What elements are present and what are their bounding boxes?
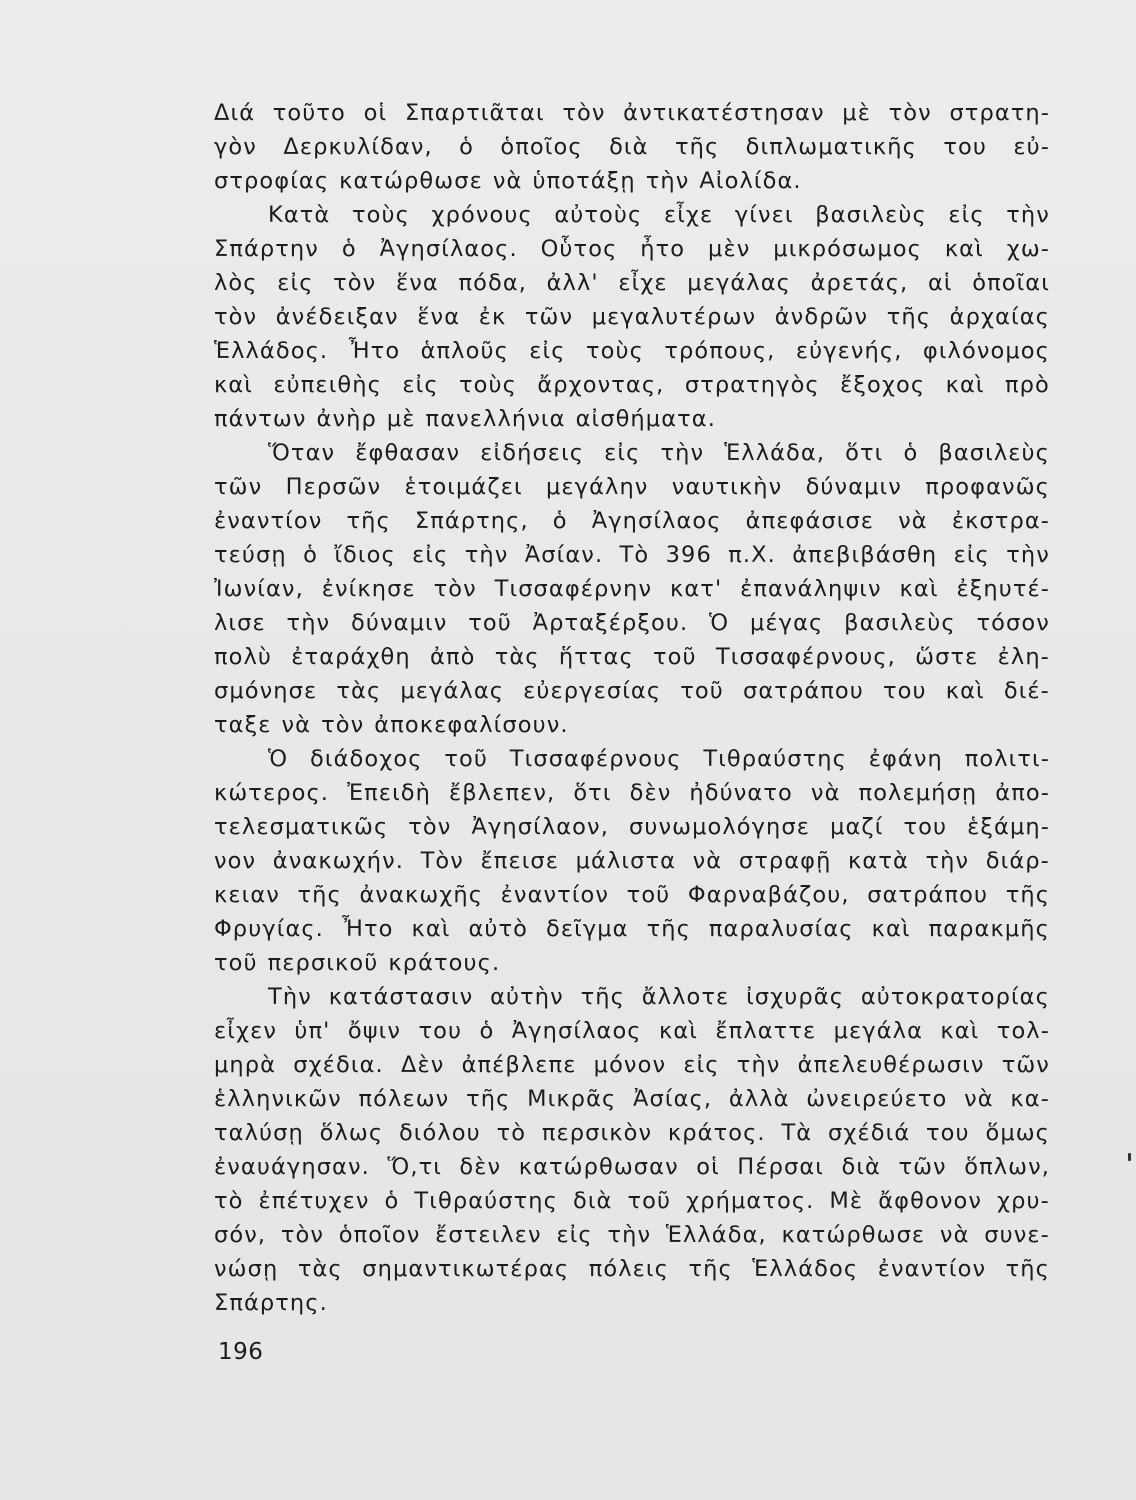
text-line: τὸ ἐπέτυχεν ὁ Τιθραύστης διὰ τοῦ χρήματος. Μὲ ἄφθονον χρυ- (214, 1188, 1050, 1214)
text-line: τεύσῃ ὁ ἴδιος εἰς τὴν Ἀσίαν. Τὸ 396 π.Χ. ἀπεβιβάσθη εἰς τὴν (214, 542, 1050, 568)
text-line: λὸς εἰς τὸν ἕνα πόδα, ἀλλ' εἶχε μεγάλας ἀρετάς, αἱ ὁποῖαι (214, 270, 1050, 296)
text-line: τελεσματικῶς τὸν Ἀγησίλαον, συνωμολόγησε μαζί του ἑξάμη- (214, 814, 1050, 840)
text-line: τῶν Περσῶν ἑτοιμάζει μεγάλην ναυτικὴν δύναμιν προφανῶς (214, 474, 1050, 500)
text-line: ἑλληνικῶν πόλεων τῆς Μικρᾶς Ἀσίας, ἀλλὰ ὠνειρεύετο νὰ κα- (214, 1086, 1050, 1112)
text-line: κώτερος. Ἐπειδὴ ἔβλεπεν, ὅτι δὲν ἠδύνατο νὰ πολεμήσῃ ἀπο- (214, 780, 1050, 806)
page-number: 196 (218, 1339, 264, 1365)
text-line: στροφίας κατώρθωσε νὰ ὑποτάξῃ τὴν Αἰολίδα. (214, 168, 802, 194)
text-line: Φρυγίας. Ἦτο καὶ αὐτὸ δεῖγμα τῆς παραλυσίας καὶ παρακμῆς (214, 916, 1050, 942)
text-line: σόν, τὸν ὁποῖον ἔστειλεν εἰς τὴν Ἑλλάδα, κατώρθωσε νὰ συνε- (214, 1222, 1050, 1248)
text-line: τὸν ἀνέδειξαν ἕνα ἐκ τῶν μεγαλυτέρων ἀνδρῶν τῆς ἀρχαίας (214, 304, 1050, 330)
text-line: καὶ εὐπειθὴς εἰς τοὺς ἄρχοντας, στρατηγὸς ἔξοχος καὶ πρὸ (214, 372, 1050, 398)
text-line: Διά τοῦτο οἱ Σπαρτιᾶται τὸν ἀντικατέστησαν μὲ τὸν στρατη- (214, 100, 1050, 126)
text-line: Σπάρτης. (214, 1290, 328, 1316)
text-line: μηρὰ σχέδια. Δὲν ἀπέβλεπε μόνον εἰς τὴν ἀπελευθέρωσιν τῶν (214, 1052, 1050, 1078)
text-line: Ὅταν ἔφθασαν εἰδήσεις εἰς τὴν Ἑλλάδα, ὅτι ὁ βασιλεὺς (268, 440, 1050, 466)
text-line: Σπάρτην ὁ Ἀγησίλαος. Οὗτος ἦτο μὲν μικρόσωμος καὶ χω- (214, 236, 1050, 262)
margin-mark (1128, 1153, 1131, 1161)
text-line: ταλύσῃ ὅλως διόλου τὸ περσικὸν κράτος. Τὰ σχέδιά του ὅμως (214, 1120, 1050, 1146)
text-line: κειαν τῆς ἀνακωχῆς ἐναντίον τοῦ Φαρναβάζου, σατράπου τῆς (214, 882, 1050, 908)
text-line: τοῦ περσικοῦ κράτους. (214, 950, 501, 976)
text-line: Ὁ διάδοχος τοῦ Τισσαφέρνους Τιθραύστης ἐφάνη πολιτι- (268, 746, 1050, 772)
text-line: πάντων ἀνὴρ μὲ πανελλήνια αἰσθήματα. (214, 406, 716, 432)
text-line: νώσῃ τὰς σημαντικωτέρας πόλεις τῆς Ἑλλάδος ἐναντίον τῆς (214, 1256, 1050, 1282)
body-text (214, 96, 1050, 1320)
text-line: ἐναυάγησαν. Ὅ,τι δὲν κατώρθωσαν οἱ Πέρσαι διὰ τῶν ὅπλων, (214, 1154, 1050, 1180)
text-line: γὸν Δερκυλίδαν, ὁ ὁποῖος διὰ τῆς διπλωματικῆς του εὐ- (214, 134, 1050, 160)
text-line: νον ἀνακωχήν. Τὸν ἔπεισε μάλιστα νὰ στραφῇ κατὰ τὴν διάρ- (214, 848, 1050, 874)
text-line: Ἰωνίαν, ἐνίκησε τὸν Τισσαφέρνην κατ' ἐπανάληψιν καὶ ἐξηυτέ- (214, 576, 1050, 602)
text-line: πολὺ ἐταράχθη ἀπὸ τὰς ἥττας τοῦ Τισσαφέρνους, ὥστε ἐλη- (214, 644, 1050, 670)
text-line: σμόνησε τὰς μεγάλας εὐεργεσίας τοῦ σατράπου του καὶ διέ- (214, 678, 1050, 704)
text-line: Τὴν κατάστασιν αὐτὴν τῆς ἄλλοτε ἰσχυρᾶς αὐτοκρατορίας (268, 984, 1050, 1010)
text-line: Κατὰ τοὺς χρόνους αὐτοὺς εἶχε γίνει βασιλεὺς εἰς τὴν (268, 202, 1050, 228)
text-line: ἐναντίον τῆς Σπάρτης, ὁ Ἀγησίλαος ἀπεφάσισε νὰ ἐκστρα- (214, 508, 1050, 534)
text-line: εἶχεν ὑπ' ὄψιν του ὁ Ἀγησίλαος καὶ ἔπλαττε μεγάλα καὶ τολ- (214, 1018, 1050, 1044)
text-line: λισε τὴν δύναμιν τοῦ Ἀρταξέρξου. Ὁ μέγας βασιλεὺς τόσον (214, 610, 1050, 636)
text-line: Ἑλλάδος. Ἦτο ἁπλοῦς εἰς τοὺς τρόπους, εὐγενής, φιλόνομος (214, 338, 1050, 364)
text-line: ταξε νὰ τὸν ἀποκεφαλίσουν. (214, 712, 569, 738)
